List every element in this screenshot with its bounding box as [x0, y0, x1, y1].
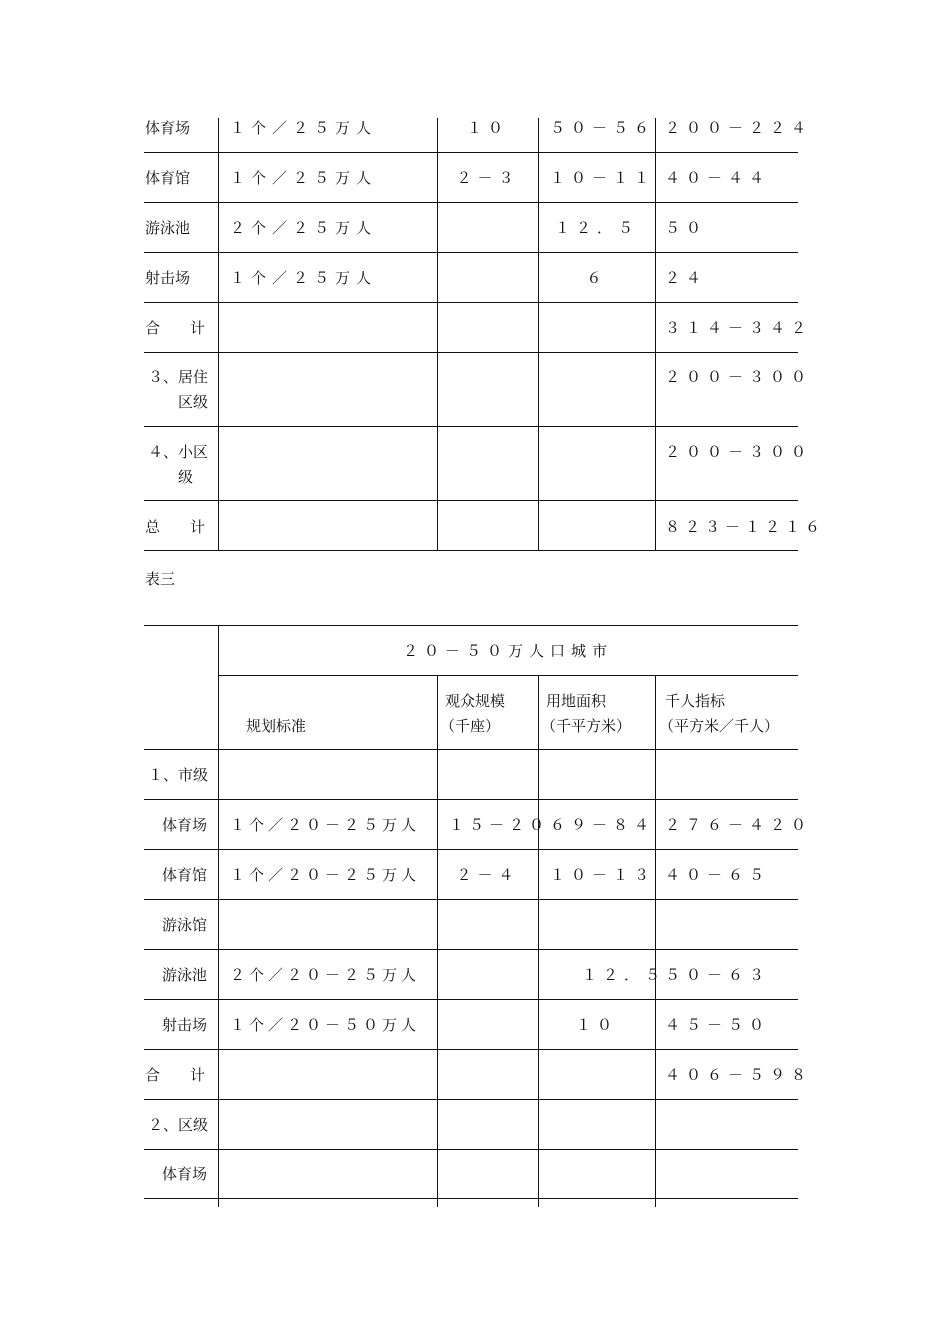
row-name: 体育馆 — [162, 866, 208, 884]
table-caption: 表三 — [145, 570, 176, 588]
row-area: ５０－５６ — [550, 119, 656, 137]
row-index: ４０－６５ — [665, 866, 771, 884]
row-index: ５０－６３ — [665, 966, 771, 984]
column-separator — [218, 118, 219, 550]
row-index: ２００－３００ — [665, 368, 813, 386]
table-rule — [144, 550, 798, 551]
row-name-line2: 区级 — [178, 393, 209, 411]
row-area: １０－１１ — [550, 169, 656, 187]
table-rule — [144, 252, 798, 253]
row-standard: ２个／２０－２５万人 — [230, 966, 421, 984]
row-index: ４０６－５９８ — [665, 1066, 813, 1084]
row-standard: １个／２５万人 — [230, 269, 378, 287]
column-separator — [538, 675, 539, 1207]
row-name: ２、区级 — [148, 1116, 209, 1134]
row-name: １、市级 — [148, 766, 209, 784]
row-index: ２７６－４２０ — [665, 816, 813, 834]
row-area: １０－１３ — [550, 866, 656, 884]
column-separator — [655, 118, 656, 550]
row-name: 游泳池 — [162, 966, 208, 984]
table-rule — [144, 1149, 798, 1150]
row-name: 体育场 — [162, 1165, 208, 1183]
table-rule — [144, 352, 798, 353]
header-capacity-unit: （千座） — [440, 717, 501, 735]
column-separator — [437, 675, 438, 1207]
row-name: 合 计 — [145, 1066, 206, 1084]
header-capacity: 观众规模 — [445, 692, 506, 710]
table-rule — [144, 1049, 798, 1050]
table-rule — [144, 1198, 798, 1199]
row-area: ６９－８４ — [550, 816, 656, 834]
header-area: 用地面积 — [546, 692, 607, 710]
row-standard: １个／２５万人 — [230, 169, 378, 187]
table-rule — [144, 849, 798, 850]
row-standard: ２个／２５万人 — [230, 219, 378, 237]
header-index: 千人指标 — [665, 692, 726, 710]
row-capacity: ２－４ — [456, 866, 520, 884]
table-rule — [144, 426, 798, 427]
row-index: ４０－４４ — [665, 169, 771, 187]
table-rule — [144, 999, 798, 1000]
table-rule — [144, 625, 798, 626]
table-rule — [144, 302, 798, 303]
row-index: ２００－２２４ — [665, 119, 813, 137]
row-name: ４、小区 — [148, 443, 209, 461]
row-index: ３１４－３４２ — [665, 319, 813, 337]
table-rule — [144, 500, 798, 501]
row-index: ５０ — [665, 219, 708, 237]
row-name: 射击场 — [162, 1016, 208, 1034]
row-name: 游泳池 — [145, 219, 191, 237]
table-rule — [144, 1099, 798, 1100]
table-rule — [144, 949, 798, 950]
column-separator — [655, 675, 656, 1207]
table-rule — [144, 749, 798, 750]
row-capacity: １５－２０ — [449, 816, 550, 834]
row-name: ３、居住 — [148, 368, 209, 386]
row-standard: １个／２０－２５万人 — [230, 816, 421, 834]
row-area: １２．５ — [554, 219, 639, 237]
header-area-unit: （千平方米） — [541, 717, 632, 735]
row-name: 体育馆 — [145, 169, 191, 187]
table-rule — [218, 675, 798, 676]
table-rule — [144, 899, 798, 900]
column-separator — [218, 625, 219, 1207]
row-name: 体育场 — [145, 119, 191, 137]
column-separator — [437, 118, 438, 550]
row-index: ２４ — [665, 269, 708, 287]
row-name: 合 计 — [145, 319, 206, 337]
table-rule — [144, 202, 798, 203]
row-name-line2: 级 — [178, 468, 194, 486]
row-name: 射击场 — [145, 269, 191, 287]
row-standard: １个／２０－２５万人 — [230, 866, 421, 884]
row-standard: １个／２０－５０万人 — [230, 1016, 421, 1034]
row-area: ６ — [586, 269, 608, 287]
header-standard: 规划标准 — [246, 717, 307, 735]
row-name: 总 计 — [145, 518, 206, 536]
row-area: １０ — [575, 1016, 618, 1034]
group-header: ２０－５０万人口城市 — [402, 642, 613, 660]
row-capacity: ２－３ — [456, 169, 520, 187]
row-name: 游泳馆 — [162, 916, 208, 934]
row-index: ４５－５０ — [665, 1016, 771, 1034]
row-name: 体育场 — [162, 816, 208, 834]
row-area: １２．５ — [582, 966, 667, 984]
header-index-unit: （平方米／千人） — [659, 717, 780, 735]
row-index: ８２３－１２１６ — [665, 518, 826, 536]
row-standard: １个／２５万人 — [230, 119, 378, 137]
table-rule — [144, 152, 798, 153]
row-index: ２００－３００ — [665, 443, 813, 461]
column-separator — [538, 118, 539, 550]
row-capacity: １０ — [466, 119, 509, 137]
table-rule — [144, 799, 798, 800]
